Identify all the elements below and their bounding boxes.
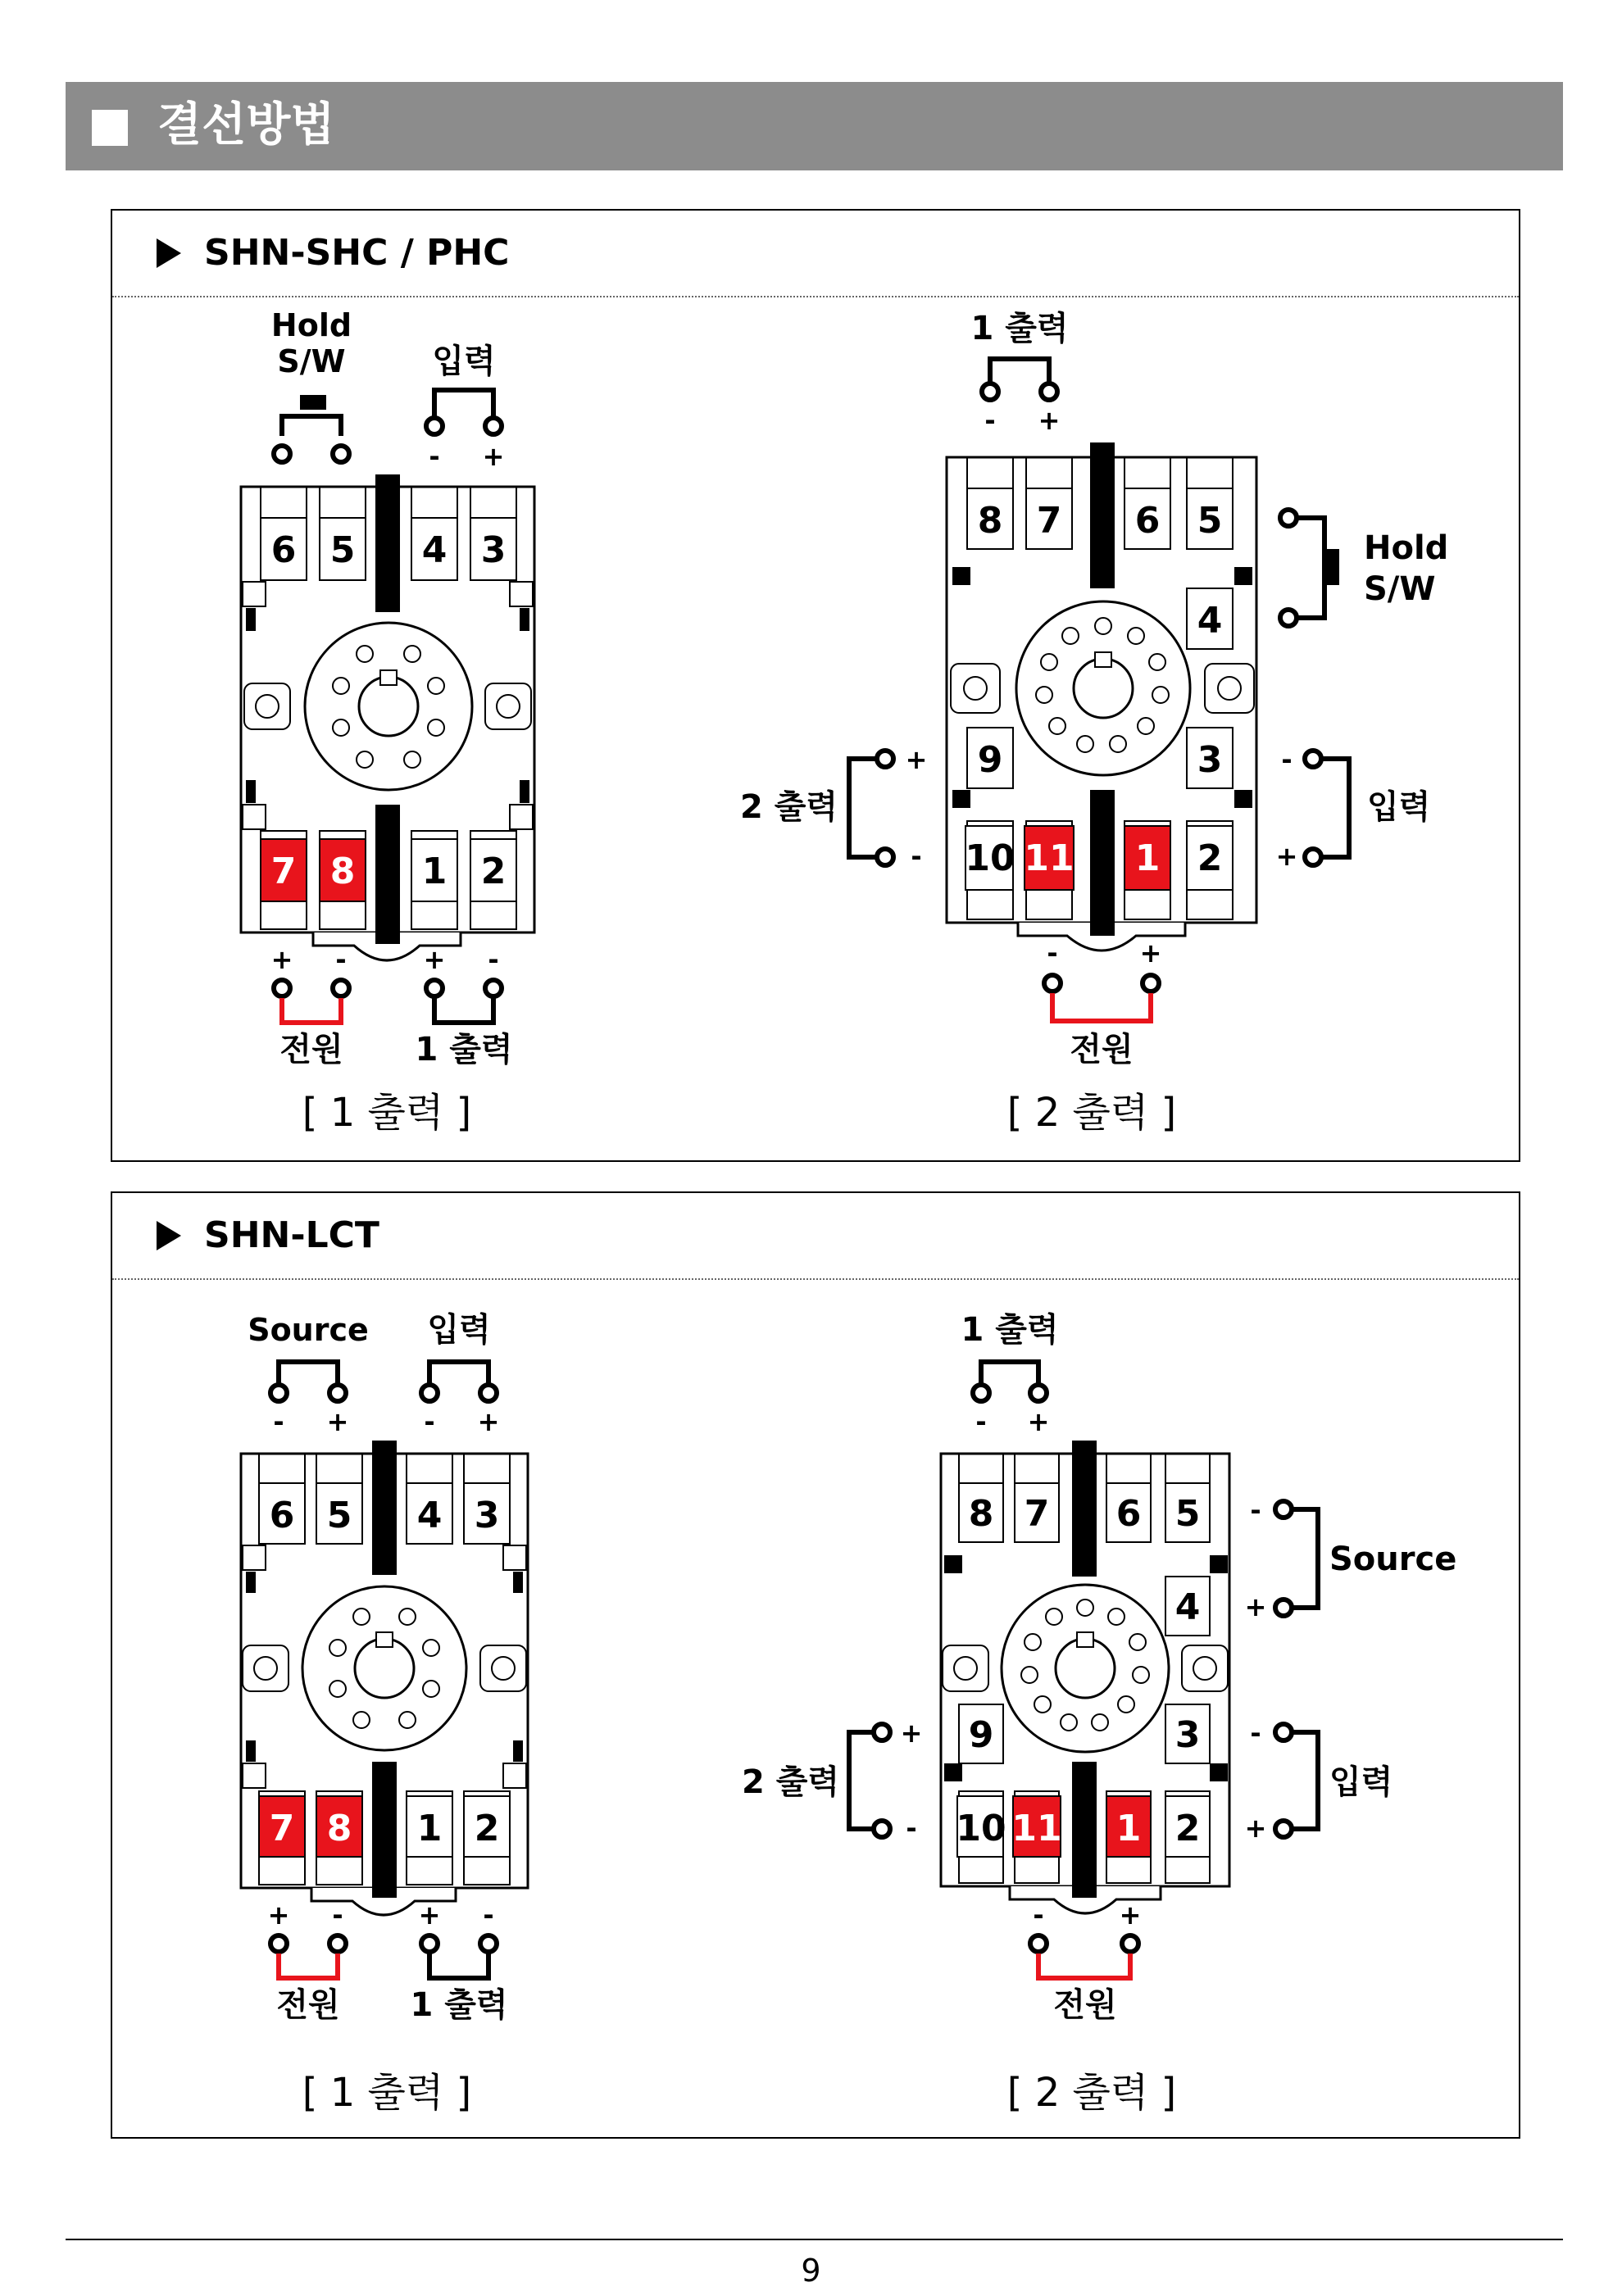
polarity-plus: + — [270, 944, 293, 975]
hold-label: Hold — [270, 307, 352, 343]
polarity-minus: - — [1047, 937, 1058, 969]
panel-title: SHN-SHC / PHC — [204, 232, 510, 274]
polarity-plus: + — [905, 744, 928, 775]
polarity-minus: - — [332, 1899, 343, 1931]
diagram-caption: [ 2 출력 ] — [1006, 2070, 1177, 2116]
polarity-minus: - — [273, 1406, 284, 1437]
page-title: 결선방법 — [157, 98, 335, 152]
polarity-plus: + — [1038, 405, 1061, 436]
push-switch-icon — [274, 395, 349, 462]
terminal-5: 5 — [1197, 500, 1223, 542]
terminal-5: 5 — [326, 1495, 352, 1536]
polarity-plus: + — [477, 1406, 500, 1437]
output-2-label: 2 출력 — [741, 1763, 839, 1801]
sw-label: S/W — [1364, 570, 1436, 608]
terminal-2: 2 — [474, 1808, 500, 1849]
polarity-minus: - — [984, 405, 996, 436]
output-1-label: 1 출력 — [961, 1311, 1059, 1349]
polarity-plus: + — [900, 1717, 923, 1749]
terminal-5: 5 — [329, 529, 356, 571]
output-1-label: 1 출력 — [415, 1031, 513, 1069]
wiring-diagrams — [112, 1193, 1522, 2140]
polarity-minus: - — [1250, 1495, 1261, 1526]
terminal-1: 1 — [421, 851, 448, 892]
power-label: 전원 — [276, 1986, 340, 2024]
socket-diagram-2-output — [740, 310, 1448, 1136]
terminal-11: 11 — [1011, 1808, 1062, 1849]
section-header-bar — [66, 82, 1563, 170]
terminal-3: 3 — [1174, 1714, 1201, 1756]
output-1-label: 1 출력 — [410, 1986, 508, 2024]
input-label: 입력 — [1329, 1763, 1393, 1801]
polarity-minus: - — [429, 441, 440, 472]
terminal-6: 6 — [269, 1495, 295, 1536]
terminal-2: 2 — [1197, 837, 1223, 879]
polarity-minus: - — [1250, 1717, 1261, 1749]
terminal-1: 1 — [1134, 837, 1161, 879]
polarity-minus: - — [1033, 1899, 1044, 1931]
polarity-minus: - — [483, 1899, 494, 1931]
terminal-6: 6 — [1134, 500, 1161, 542]
polarity-minus: - — [488, 944, 499, 975]
wiring-diagrams — [112, 211, 1522, 1164]
polarity-plus: + — [1244, 1813, 1267, 1844]
terminal-3: 3 — [474, 1495, 500, 1536]
terminal-6: 6 — [270, 529, 297, 571]
input-label: 입력 — [1367, 788, 1431, 826]
push-switch-icon — [1280, 510, 1339, 626]
terminal-1: 1 — [416, 1808, 443, 1849]
power-label: 전원 — [1053, 1986, 1117, 2024]
terminal-4: 4 — [1174, 1586, 1201, 1628]
diagram-caption: [ 2 출력 ] — [1006, 1090, 1177, 1136]
source-label: Source — [248, 1312, 369, 1348]
terminal-5: 5 — [1174, 1493, 1201, 1535]
panel-shn-shc-phc — [111, 209, 1520, 1162]
polarity-plus: + — [1119, 1899, 1142, 1931]
terminal-3: 3 — [480, 529, 507, 571]
polarity-plus: + — [267, 1899, 290, 1931]
panel-shn-lct — [111, 1191, 1520, 2139]
terminal-6: 6 — [1115, 1493, 1142, 1535]
terminal-9: 9 — [968, 1714, 994, 1756]
terminal-2: 2 — [480, 851, 507, 892]
polarity-minus: - — [335, 944, 347, 975]
socket-diagram-1-output — [241, 307, 534, 1136]
terminal-7: 7 — [270, 851, 297, 892]
diagram-caption: [ 1 출력 ] — [302, 1090, 472, 1136]
terminal-8: 8 — [977, 500, 1003, 542]
input-label: 입력 — [427, 1311, 491, 1349]
diagram-caption: [ 1 출력 ] — [302, 2070, 472, 2116]
terminal-3: 3 — [1197, 739, 1223, 781]
terminal-8: 8 — [329, 851, 356, 892]
terminal-8: 8 — [968, 1493, 994, 1535]
hold-label: Hold — [1364, 529, 1449, 567]
polarity-plus: + — [1275, 841, 1298, 872]
square-bullet-icon — [92, 110, 128, 146]
sw-label: S/W — [277, 343, 346, 379]
power-label: 전원 — [279, 1031, 343, 1069]
polarity-plus: + — [1027, 1406, 1050, 1437]
polarity-plus: + — [482, 441, 505, 472]
polarity-minus: - — [1281, 744, 1293, 775]
output-2-label: 2 출력 — [739, 788, 838, 826]
polarity-plus: + — [326, 1406, 349, 1437]
polarity-plus: + — [1139, 937, 1162, 969]
terminal-7: 7 — [1036, 500, 1062, 542]
input-label: 입력 — [432, 343, 496, 380]
terminal-11: 11 — [1024, 837, 1075, 879]
polarity-minus: - — [424, 1406, 435, 1437]
page-number: 9 — [801, 2253, 821, 2289]
terminal-7: 7 — [1024, 1493, 1050, 1535]
polarity-plus: + — [1244, 1591, 1267, 1622]
terminal-7: 7 — [269, 1808, 295, 1849]
polarity-plus: + — [418, 1899, 441, 1931]
polarity-minus: - — [906, 1813, 917, 1844]
output-1-label: 1 출력 — [970, 310, 1069, 347]
terminal-4: 4 — [421, 529, 448, 571]
terminal-4: 4 — [1197, 600, 1223, 642]
polarity-minus: - — [975, 1406, 987, 1437]
source-label: Source — [1329, 1540, 1457, 1578]
socket-diagram-2-output — [742, 1311, 1456, 2116]
polarity-minus: - — [911, 841, 922, 872]
terminal-1: 1 — [1115, 1808, 1142, 1849]
terminal-9: 9 — [977, 739, 1003, 781]
terminal-8: 8 — [326, 1808, 352, 1849]
terminal-10: 10 — [956, 1808, 1006, 1849]
polarity-plus: + — [423, 944, 446, 975]
terminal-4: 4 — [416, 1495, 443, 1536]
terminal-2: 2 — [1174, 1808, 1201, 1849]
footer-divider — [66, 2239, 1563, 2240]
power-label: 전원 — [1070, 1031, 1134, 1069]
panel-title: SHN-LCT — [204, 1214, 379, 1256]
terminal-10: 10 — [965, 837, 1015, 879]
socket-diagram-1-output — [241, 1311, 528, 2116]
